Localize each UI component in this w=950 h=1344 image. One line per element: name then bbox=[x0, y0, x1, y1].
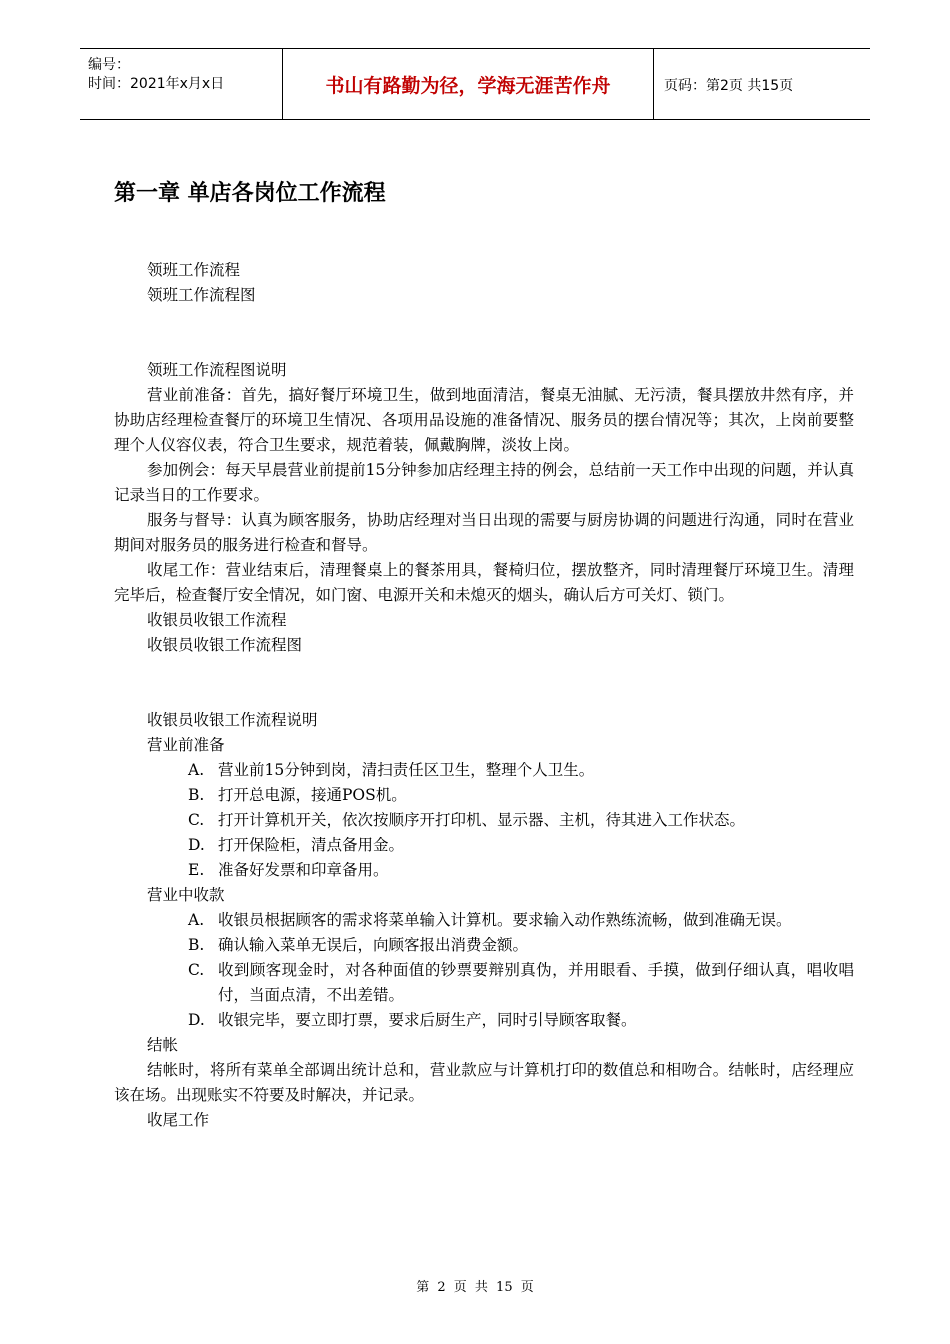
paragraph: 收尾工作：营业结束后，清理餐桌上的餐茶用具，餐椅归位，摆放整齐，同时清理餐厅环境卫生。清理完毕后，检查餐厅安全情况，如门窗、电源开关和未熄灭的烟头，确认后方可关灯、锁门。 bbox=[114, 561, 854, 604]
list-item bbox=[114, 808, 854, 833]
list-label: D. bbox=[188, 1011, 205, 1029]
list-label: D. bbox=[188, 836, 205, 854]
list-item bbox=[114, 958, 854, 1008]
subsection-title: 营业中收款 bbox=[147, 886, 225, 904]
header-motto-cell bbox=[283, 49, 654, 119]
section-chart-label: 收银员收银工作流程图 bbox=[147, 636, 303, 654]
header-page-cell bbox=[654, 49, 870, 119]
list-item bbox=[114, 858, 854, 883]
list-label: C. bbox=[188, 961, 205, 979]
time-label: 时间：2021年x月x日 bbox=[88, 76, 225, 92]
list-text: 收银员根据顾客的需求将菜单输入计算机。要求输入动作熟练流畅，做到准确无误。 bbox=[218, 911, 792, 929]
chapter-title: 第一章 单店各岗位工作流程 bbox=[114, 181, 386, 206]
paragraph: 参加例会：每天早晨营业前提前15分钟参加店经理主持的例会，总结前一天工作中出现的问题，并认真记录当日的工作要求。 bbox=[114, 461, 854, 504]
paragraph: 营业前准备：首先，搞好餐厅环境卫生，做到地面清洁，餐桌无油腻、无污渍，餐具摆放井然有序，并协助店经理检查餐厅的环境卫生情况、各项用品设施的准备情况、服务员的摆台情况等；其次，上岗前要整理个人仪容仪表，符合卫生要求，规范着装，佩戴胸牌，淡妆上岗。 bbox=[114, 386, 854, 454]
list-text: 营业前15分钟到岗，清扫责任区卫生，整理个人卫生。 bbox=[218, 761, 595, 779]
chart-placeholder bbox=[114, 658, 854, 708]
paragraph: 服务与督导：认真为顾客服务，协助店经理对当日出现的需要与厨房协调的问题进行沟通，同时在营业期间对服务员的服务进行检查和督导。 bbox=[114, 511, 854, 554]
list-text: 准备好发票和印章备用。 bbox=[218, 861, 389, 879]
list-text: 收银完毕，要立即打票，要求后厨生产，同时引导顾客取餐。 bbox=[218, 1011, 637, 1029]
list-text: 打开总电源，接通POS机。 bbox=[218, 786, 407, 804]
subsection-title: 收尾工作 bbox=[147, 1111, 210, 1129]
page-footer: 第 2 页 共 15 页 bbox=[416, 1280, 534, 1295]
section-desc-label: 收银员收银工作流程说明 bbox=[147, 711, 318, 729]
list-text: 打开保险柜，清点备用金。 bbox=[218, 836, 405, 854]
page-info: 页码：第2页 共15页 bbox=[664, 78, 794, 94]
list-item bbox=[114, 833, 854, 858]
motto-text: 书山有路勤为径，学海无涯苦作舟 bbox=[325, 75, 611, 97]
section-desc-label: 领班工作流程图说明 bbox=[147, 361, 287, 379]
subsection-title: 结帐 bbox=[147, 1036, 179, 1054]
header-meta-cell bbox=[80, 49, 283, 119]
list-text: 打开计算机开关，依次按顺序开打印机、显示器、主机，待其进入工作状态。 bbox=[218, 811, 746, 829]
page-header bbox=[80, 48, 870, 120]
list-item bbox=[114, 933, 854, 958]
section-title: 收银员收银工作流程 bbox=[147, 611, 287, 629]
list-item bbox=[114, 758, 854, 783]
list-text: 确认输入菜单无误后，向顾客报出消费金额。 bbox=[218, 936, 529, 954]
section-chart-label: 领班工作流程图 bbox=[147, 286, 256, 304]
list-item bbox=[114, 908, 854, 933]
list-text: 收到顾客现金时，对各种面值的钞票要辩别真伪，并用眼看、手摸，做到仔细认真，唱收唱付，当面点清，不出差错。 bbox=[218, 961, 854, 1004]
chart-placeholder bbox=[114, 308, 854, 358]
list-label: A. bbox=[188, 911, 205, 929]
list-label: C. bbox=[188, 811, 205, 829]
document-body bbox=[114, 258, 854, 1133]
section-title: 领班工作流程 bbox=[147, 261, 241, 279]
list-label: E. bbox=[188, 861, 205, 879]
subsection-title: 营业前准备 bbox=[147, 736, 225, 754]
list-item bbox=[114, 1008, 854, 1033]
list-item bbox=[114, 783, 854, 808]
list-label: A. bbox=[188, 761, 205, 779]
list-label: B. bbox=[188, 786, 205, 804]
paragraph: 结帐时，将所有菜单全部调出统计总和，营业款应与计算机打印的数值总和相吻合。结帐时，店经理应该在场。出现账实不符要及时解决，并记录。 bbox=[114, 1061, 854, 1104]
number-label: 编号： bbox=[88, 57, 130, 73]
list-label: B. bbox=[188, 936, 205, 954]
